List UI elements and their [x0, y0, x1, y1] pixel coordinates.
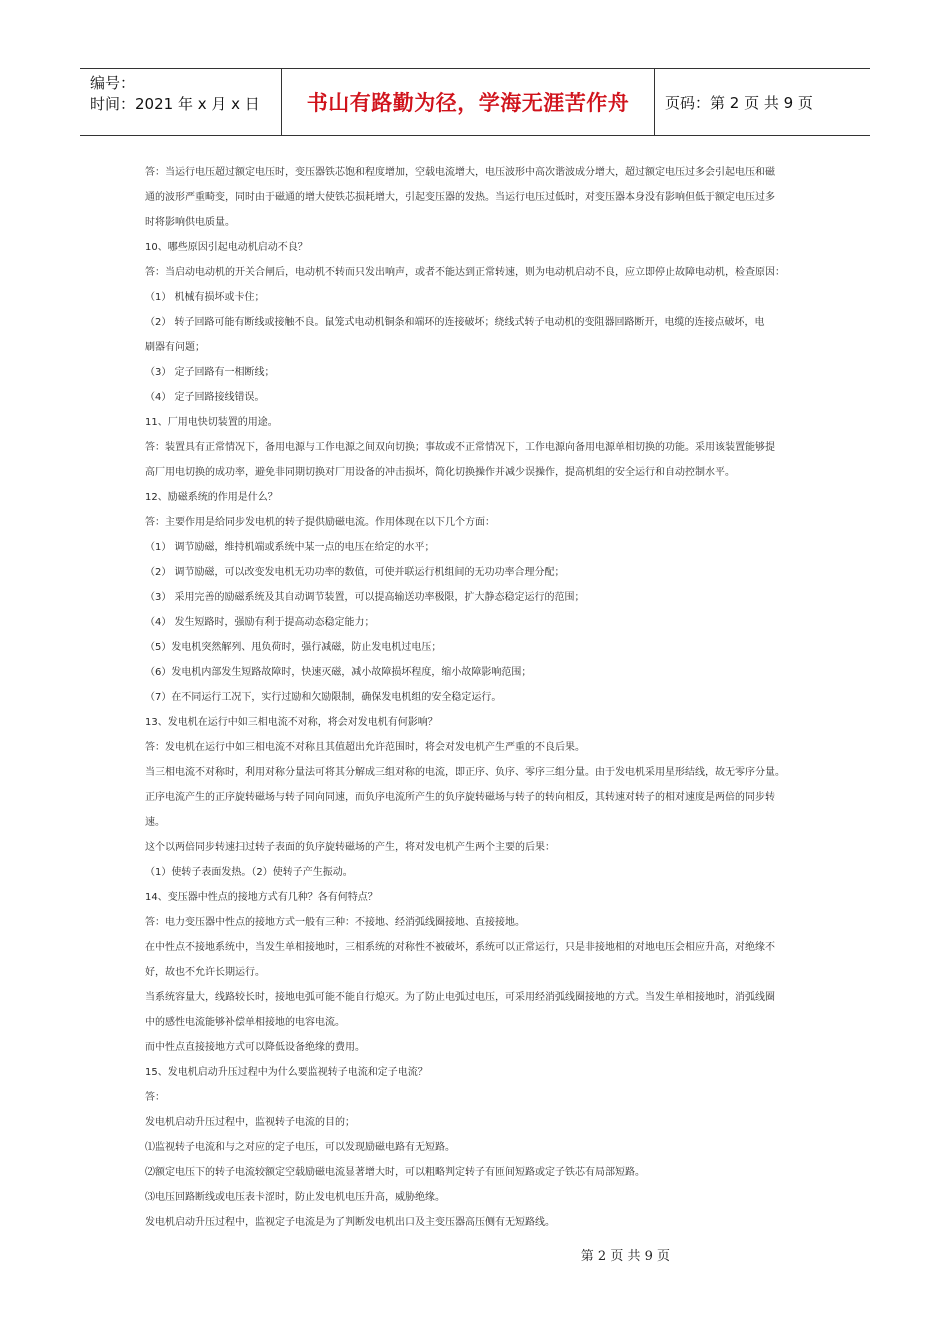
text-line: 10、哪些原因引起电动机启动不良？: [145, 242, 308, 253]
text-line: （1）使转子表面发热。（2）使转子产生振动。: [145, 867, 353, 878]
text-line: 正序电流产生的正序旋转磁场与转子同向同速，而负序电流所产生的负序旋转磁场与转子的转向相反，其转速对转子的相对速度是两倍的同步转: [145, 792, 775, 803]
text-line: （2） 调节励磁，可以改变发电机无功功率的数值，可使并联运行机组间的无功功率合理分配；: [145, 567, 565, 578]
text-line: 15、发电机启动升压过程中为什么要监视转子电流和定子电流？: [145, 1067, 428, 1078]
text-line: 答：发电机在运行中如三相电流不对称且其值超出允许范围时，将会对发电机产生严重的不良后果。: [145, 742, 585, 753]
text-line: 答：装置具有正常情况下，备用电源与工作电源之间双向切换；事故或不正常情况下，工作电源向备用电源单相切换的功能。采用该装置能够提: [145, 442, 775, 453]
text-line: 答：当运行电压超过额定电压时，变压器铁芯饱和程度增加，空载电流增大，电压波形中高次谐波成分增大，超过额定电压过多会引起电压和磁: [145, 167, 775, 178]
text-line: ⑶电压回路断线或电压表卡涩时，防止发电机电压升高，威胁绝缘。: [145, 1192, 445, 1203]
text-line: 答：主要作用是给同步发电机的转子提供励磁电流。作用体现在以下几个方面：: [145, 517, 495, 528]
text-line: 答：当启动电动机的开关合闸后，电动机不转而只发出响声，或者不能达到正常转速，则为电动机启动不良，应立即停止故障电动机，检查原因：: [145, 267, 785, 278]
text-line: （6）发电机内部发生短路故障时，快速灭磁，减小故障损坏程度，缩小故障影响范围；: [145, 667, 532, 678]
page-header: [80, 68, 870, 136]
text-line: （3） 采用完善的励磁系统及其自动调节装置，可以提高输送功率极限，扩大静态稳定运行的范围；: [145, 592, 585, 603]
text-line: 发电机启动升压过程中，监视转子电流的目的；: [145, 1117, 355, 1128]
text-line: （1） 调节励磁，维持机端或系统中某一点的电压在给定的水平；: [145, 542, 435, 553]
text-line: 12、励磁系统的作用是什么？: [145, 492, 278, 503]
text-line: （1） 机械有损坏或卡住；: [145, 292, 265, 303]
text-line: 刷器有问题；: [145, 342, 205, 353]
text-line: 当三相电流不对称时，利用对称分量法可将其分解成三组对称的电流，即正序、负序、零序三组分量。由于发电机采用星形结线，故无零序分量。: [145, 767, 785, 778]
text-line: （4） 发生短路时，强励有利于提高动态稳定能力；: [145, 617, 375, 628]
text-line: 13、发电机在运行中如三相电流不对称，将会对发电机有何影响？: [145, 717, 438, 728]
header-motto: 书山有路勤为径，学海无涯苦作舟: [281, 69, 655, 135]
text-line: 好，故也不允许长期运行。: [145, 967, 265, 978]
text-line: 而中性点直接接地方式可以降低设备绝缘的费用。: [145, 1042, 365, 1053]
text-line: 通的波形严重畸变，同时由于磁通的增大使铁芯损耗增大，引起变压器的发热。当运行电压过低时，对变压器本身没有影响但低于额定电压过多: [145, 192, 775, 203]
doc-number-label: 编号：: [90, 74, 136, 92]
text-line: 这个以两倍同步转速扫过转子表面的负序旋转磁场的产生，将对发电机产生两个主要的后果：: [145, 842, 555, 853]
text-line: （2） 转子回路可能有断线或接触不良。鼠笼式电动机铜条和端环的连接破坏；绕线式转子电动机的变阻器回路断开，电缆的连接点破坏，电: [145, 317, 765, 328]
text-line: 高厂用电切换的成功率，避免非同期切换对厂用设备的冲击损坏，简化切换操作并减少误操作，提高机组的安全运行和自动控制水平。: [145, 467, 735, 478]
text-line: （4） 定子回路接线错误。: [145, 392, 265, 403]
page-footer: [0, 1245, 950, 1264]
text-line: （7）在不同运行工况下，实行过励和欠励限制，确保发电机组的安全稳定运行。: [145, 692, 502, 703]
text-line: 14、变压器中性点的接地方式有几种？各有何特点？: [145, 892, 378, 903]
text-line: ⑴监视转子电流和与之对应的定子电压，可以发现励磁电路有无短路。: [145, 1142, 455, 1153]
text-line: 答：电力变压器中性点的接地方式一般有三种：不接地、经消弧线圈接地、直接接地。: [145, 917, 525, 928]
text-line: ⑵额定电压下的转子电流较额定空载励磁电流显著增大时，可以粗略判定转子有匝间短路或定子铁芯有局部短路。: [145, 1167, 645, 1178]
header-meta: [80, 69, 281, 135]
text-line: 中的感性电流能够补偿单相接地的电容电流。: [145, 1017, 345, 1028]
doc-date-label: 时间：2021 年 x 月 x 日: [90, 95, 260, 113]
footer-page-number: 第 2 页 共 9 页: [580, 1249, 670, 1264]
text-line: 时将影响供电质量。: [145, 217, 235, 228]
text-line: 当系统容量大，线路较长时，接地电弧可能不能自行熄灭。为了防止电弧过电压，可采用经消弧线圈接地的方式。当发生单相接地时，消弧线圈: [145, 992, 775, 1003]
text-line: （3） 定子回路有一相断线；: [145, 367, 275, 378]
text-line: 答：: [145, 1092, 165, 1103]
document-body: [145, 160, 815, 1235]
text-line: （5）发电机突然解列、甩负荷时，强行减磁，防止发电机过电压；: [145, 642, 442, 653]
text-line: 在中性点不接地系统中，当发生单相接地时，三相系统的对称性不被破坏，系统可以正常运行，只是非接地相的对地电压会相应升高，对绝缘不: [145, 942, 775, 953]
text-line: 速。: [145, 817, 165, 828]
text-line: 发电机启动升压过程中，监视定子电流是为了判断发电机出口及主变压器高压侧有无短路线。: [145, 1217, 555, 1228]
text-line: 11、厂用电快切装置的用途。: [145, 417, 278, 428]
header-page-info: 页码：第 2 页 共 9 页: [665, 93, 813, 112]
